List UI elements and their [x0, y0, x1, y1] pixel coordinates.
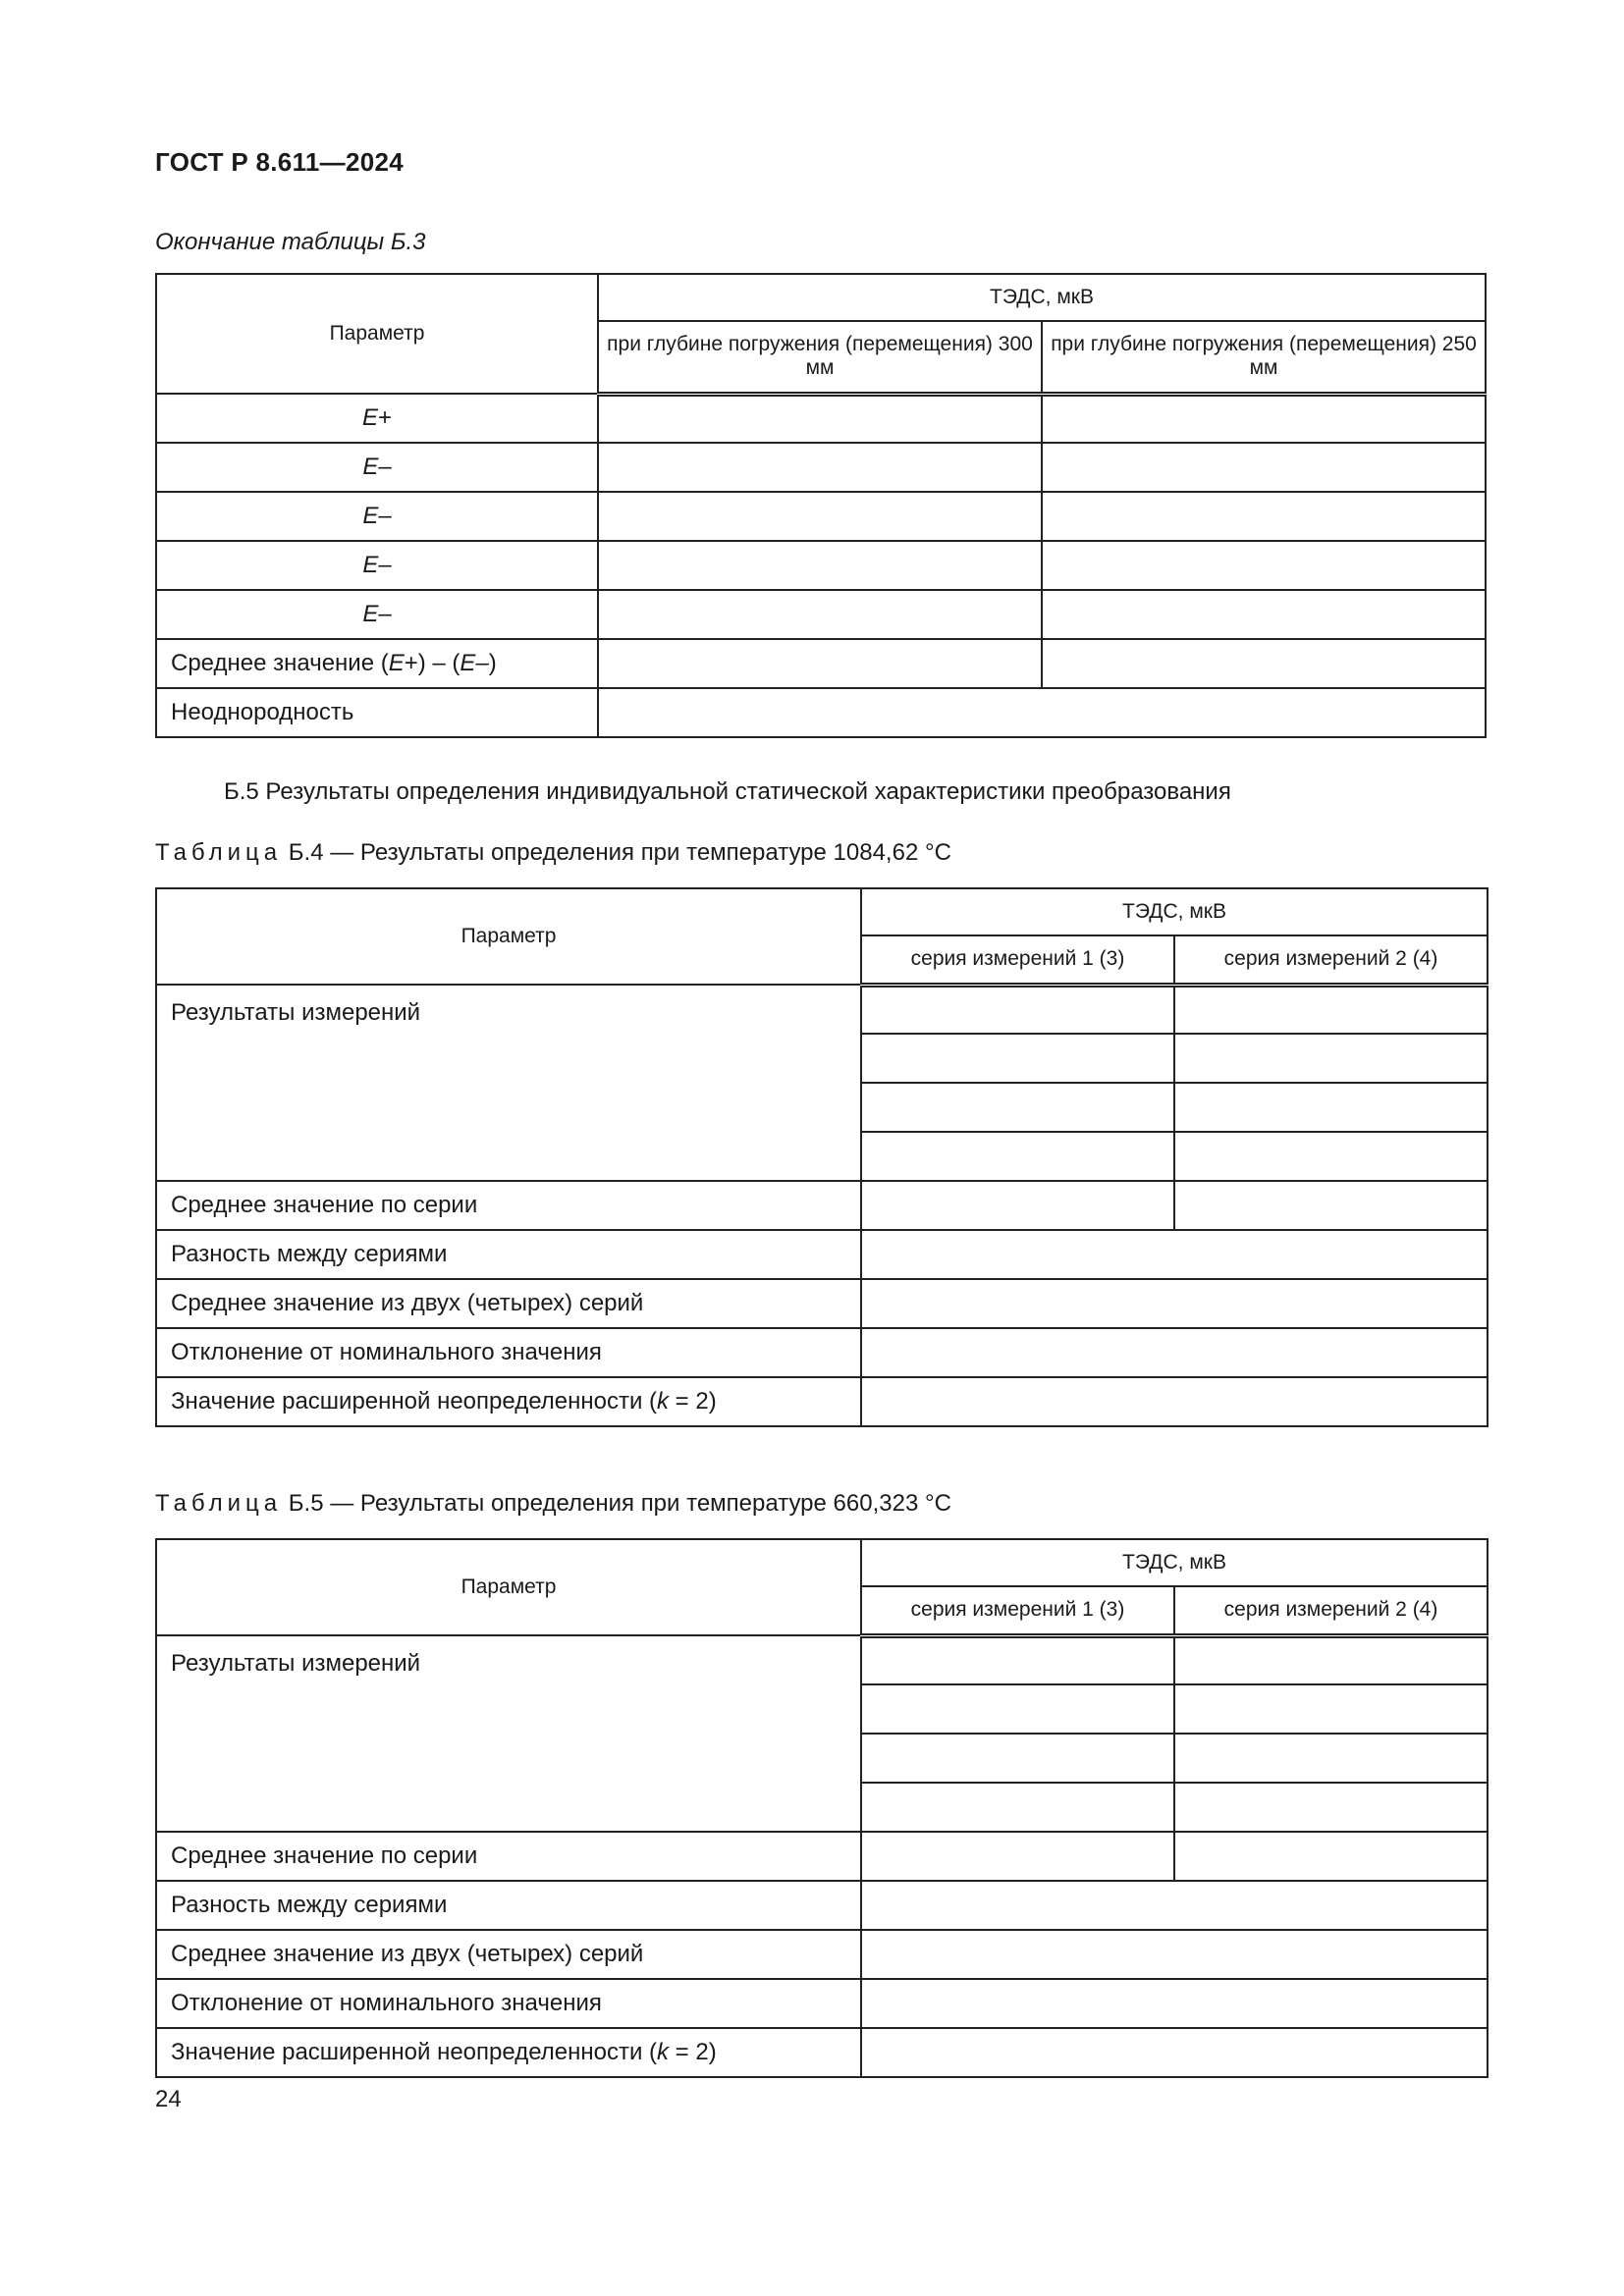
param-e-minus: E– [156, 492, 598, 541]
value-cell[interactable] [861, 1783, 1174, 1832]
row-series-mean: Среднее значение по серии [156, 1181, 861, 1230]
value-cell[interactable] [861, 1979, 1488, 2028]
header-parameter: Параметр [156, 274, 598, 394]
value-cell[interactable] [598, 541, 1042, 590]
value-cell[interactable] [1174, 1783, 1488, 1832]
value-cell[interactable] [1042, 590, 1486, 639]
header-series-1: серия измерений 1 (3) [861, 935, 1174, 985]
row-mean-value: Среднее значение (E+) – (E–) [156, 639, 598, 688]
value-cell[interactable] [861, 1635, 1174, 1684]
value-cell[interactable] [861, 1734, 1174, 1783]
value-cell[interactable] [861, 1881, 1488, 1930]
header-tedc: ТЭДС, мкВ [861, 1539, 1488, 1586]
header-series-1: серия измерений 1 (3) [861, 1586, 1174, 1635]
row-measurement-results: Результаты измерений [156, 1635, 861, 1832]
value-cell[interactable] [861, 2028, 1488, 2077]
value-cell[interactable] [861, 1930, 1488, 1979]
header-depth-250: при глубине погружения (перемещения) 250 мм [1042, 321, 1486, 394]
value-cell[interactable] [598, 688, 1486, 737]
row-deviation: Отклонение от номинального значения [156, 1979, 861, 2028]
header-depth-300: при глубине погружения (перемещения) 300 мм [598, 321, 1042, 394]
value-cell[interactable] [1174, 1181, 1488, 1230]
value-cell[interactable] [1174, 1132, 1488, 1181]
table-b4-caption: Таблица Б.4 — Результаты определения при температуре 1084,62 °С [155, 839, 951, 866]
param-e-minus: E– [156, 590, 598, 639]
param-e-minus: E– [156, 443, 598, 492]
value-cell[interactable] [861, 1132, 1174, 1181]
table-b4 [155, 887, 1489, 1427]
table-b5-caption: Таблица Б.5 — Результаты определения при температуре 660,323 °С [155, 1490, 951, 1517]
header-parameter: Параметр [156, 1539, 861, 1635]
header-parameter: Параметр [156, 888, 861, 985]
param-e-minus: E– [156, 541, 598, 590]
value-cell[interactable] [1174, 985, 1488, 1034]
param-e-plus: E+ [156, 394, 598, 443]
section-b5-heading: Б.5 Результаты определения индивидуальной статической характеристики преобразования [224, 778, 1231, 805]
value-cell[interactable] [1042, 541, 1486, 590]
value-cell[interactable] [1174, 1034, 1488, 1083]
value-cell[interactable] [861, 1083, 1174, 1132]
row-total-mean: Среднее значение из двух (четырех) серий [156, 1930, 861, 1979]
value-cell[interactable] [861, 1034, 1174, 1083]
value-cell[interactable] [1174, 1684, 1488, 1734]
row-measurement-results: Результаты измерений [156, 985, 861, 1181]
value-cell[interactable] [598, 492, 1042, 541]
row-series-difference: Разность между сериями [156, 1230, 861, 1279]
table-b5 [155, 1538, 1489, 2078]
value-cell[interactable] [1042, 492, 1486, 541]
row-deviation: Отклонение от номинального значения [156, 1328, 861, 1377]
row-expanded-uncertainty: Значение расширенной неопределенности (k = 2) [156, 1377, 861, 1426]
row-total-mean: Среднее значение из двух (четырех) серий [156, 1279, 861, 1328]
row-series-mean: Среднее значение по серии [156, 1832, 861, 1881]
value-cell[interactable] [861, 1279, 1488, 1328]
value-cell[interactable] [1042, 443, 1486, 492]
value-cell[interactable] [1174, 1734, 1488, 1783]
value-cell[interactable] [598, 394, 1042, 443]
header-series-2: серия измерений 2 (4) [1174, 935, 1488, 985]
value-cell[interactable] [861, 1684, 1174, 1734]
value-cell[interactable] [1174, 1635, 1488, 1684]
header-tedc: ТЭДС, мкВ [598, 274, 1486, 321]
value-cell[interactable] [1174, 1083, 1488, 1132]
table-continuation-caption: Окончание таблицы Б.3 [155, 229, 426, 255]
value-cell[interactable] [861, 1181, 1174, 1230]
value-cell[interactable] [1042, 639, 1486, 688]
value-cell[interactable] [861, 1230, 1488, 1279]
value-cell[interactable] [598, 639, 1042, 688]
value-cell[interactable] [598, 590, 1042, 639]
value-cell[interactable] [1174, 1832, 1488, 1881]
value-cell[interactable] [861, 1328, 1488, 1377]
value-cell[interactable] [598, 443, 1042, 492]
page-number: 24 [155, 2086, 182, 2112]
value-cell[interactable] [861, 1377, 1488, 1426]
header-tedc: ТЭДС, мкВ [861, 888, 1488, 935]
table-b3-end [155, 273, 1487, 738]
row-series-difference: Разность между сериями [156, 1881, 861, 1930]
value-cell[interactable] [1042, 394, 1486, 443]
row-expanded-uncertainty: Значение расширенной неопределенности (k = 2) [156, 2028, 861, 2077]
row-inhomogeneity: Неоднородность [156, 688, 598, 737]
header-series-2: серия измерений 2 (4) [1174, 1586, 1488, 1635]
value-cell[interactable] [861, 1832, 1174, 1881]
value-cell[interactable] [861, 985, 1174, 1034]
document-code: ГОСТ Р 8.611—2024 [155, 147, 404, 177]
